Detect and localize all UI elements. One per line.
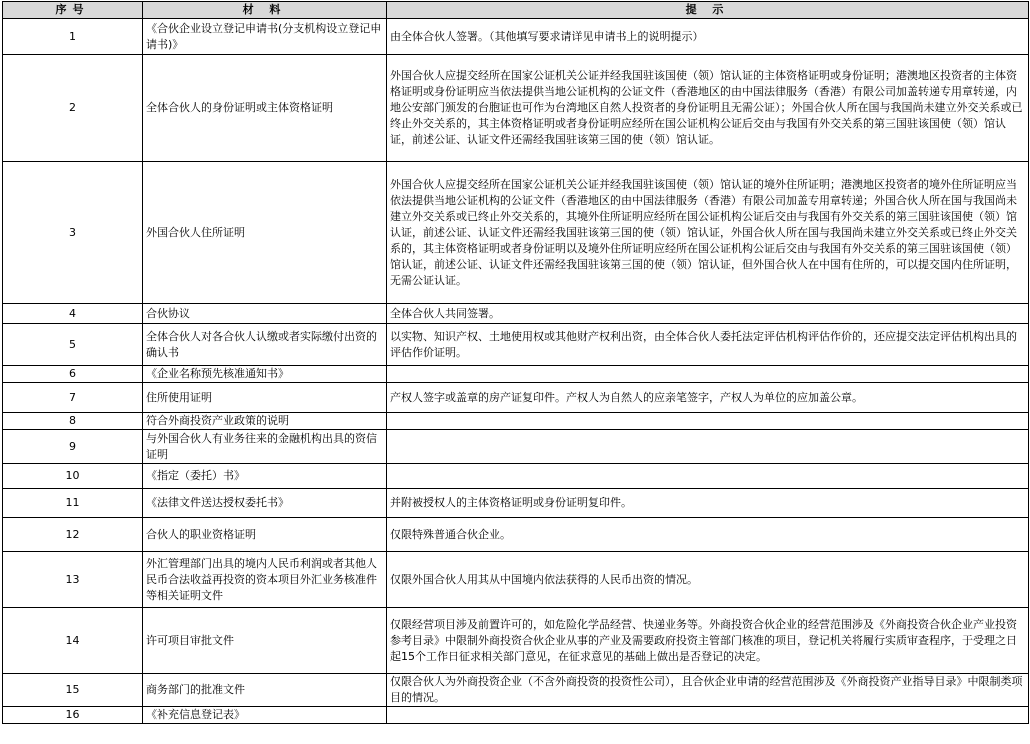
materials-table bbox=[2, 1, 1029, 724]
row-tip[interactable]: 全体合伙人共同签署。 bbox=[387, 304, 1029, 324]
table-row bbox=[3, 324, 1029, 366]
row-tip[interactable]: 仅限特殊普通合伙企业。 bbox=[387, 518, 1029, 552]
table-row bbox=[3, 383, 1029, 413]
row-material[interactable]: 《指定（委托）书》 bbox=[143, 464, 387, 489]
row-tip[interactable]: 产权人签字或盖章的房产证复印件。产权人为自然人的应亲笔签字，产权人为单位的应加盖公章。 bbox=[387, 383, 1029, 413]
row-num[interactable]: 2 bbox=[3, 55, 143, 162]
row-tip[interactable] bbox=[387, 707, 1029, 724]
table-row bbox=[3, 55, 1029, 162]
row-num[interactable]: 9 bbox=[3, 430, 143, 464]
row-material[interactable]: 《企业名称预先核准通知书》 bbox=[143, 366, 387, 383]
row-tip[interactable]: 外国合伙人应提交经所在国家公证机关公证并经我国驻该国使（领）馆认证的主体资格证明或身份证明；港澳地区投资者的主体资格证明或身份证明应当依法提供当地公证机构的公证文件（香港地区的由中国法律服务（香港）有限公司加盖转递专用章转递，内地公安部门颁发的台胞证也可作为台湾地区自然人投资者的身份证明且无需公证）；外国合伙人所在国与我国尚未建立外交关系或已终止外交关系的，其主体资格证明或者身份证明应经所在国公证机构公证后交由与我国有外交关系的第三国驻该国使（领）馆认证，前述公证、认证文件还需经我国驻该第三国的使（领）馆认证。 bbox=[387, 55, 1029, 162]
table-row bbox=[3, 19, 1029, 55]
row-num[interactable]: 4 bbox=[3, 304, 143, 324]
row-tip[interactable]: 仅限合伙人为外商投资企业（不含外商投资的投资性公司），且合伙企业申请的经营范围涉及《外商投资产业指导目录》中限制类项目的情况。 bbox=[387, 674, 1029, 707]
spreadsheet-sheet bbox=[0, 1, 1030, 744]
row-tip[interactable]: 由全体合伙人签署。（其他填写要求请详见申请书上的说明提示） bbox=[387, 19, 1029, 55]
row-material[interactable]: 与外国合伙人有业务往来的金融机构出具的资信证明 bbox=[143, 430, 387, 464]
row-tip[interactable] bbox=[387, 464, 1029, 489]
row-tip[interactable]: 仅限外国合伙人用其从中国境内依法获得的人民币出资的情况。 bbox=[387, 552, 1029, 608]
row-num[interactable]: 13 bbox=[3, 552, 143, 608]
header-num: 序号 bbox=[3, 2, 143, 19]
row-material[interactable]: 外汇管理部门出具的境内人民币利润或者其他人民币合法收益再投资的资本项目外汇业务核准件等相关证明文件 bbox=[143, 552, 387, 608]
row-num[interactable]: 15 bbox=[3, 674, 143, 707]
row-material[interactable]: 全体合伙人对各合伙人认缴或者实际缴付出资的确认书 bbox=[143, 324, 387, 366]
table-row bbox=[3, 489, 1029, 518]
row-num[interactable]: 7 bbox=[3, 383, 143, 413]
table-row bbox=[3, 674, 1029, 707]
row-tip[interactable]: 仅限经营项目涉及前置许可的，如危险化学品经营、快递业务等。外商投资合伙企业的经营范围涉及《外商投资合伙企业产业投资参考目录》中限制外商投资合伙企业从事的产业及需要政府投资主管部门核准的项目，登记机关将履行实质审查程序，于受理之日起15个工作日征求相关部门意见，在征求意见的基础上做出是否登记的决定。 bbox=[387, 608, 1029, 674]
row-material[interactable]: 外国合伙人住所证明 bbox=[143, 162, 387, 304]
row-num[interactable]: 5 bbox=[3, 324, 143, 366]
row-num[interactable]: 10 bbox=[3, 464, 143, 489]
row-material[interactable]: 住所使用证明 bbox=[143, 383, 387, 413]
row-material[interactable]: 全体合伙人的身份证明或主体资格证明 bbox=[143, 55, 387, 162]
row-tip[interactable]: 外国合伙人应提交经所在国家公证机关公证并经我国驻该国使（领）馆认证的境外住所证明；港澳地区投资者的境外住所证明应当依法提供当地公证机构的公证文件（香港地区的由中国法律服务（香港）有限公司加盖专用章转递；外国合伙人所在国与我国尚未建立外交关系或已终止外交关系的，其境外住所证明应经所在国公证机构公证后交由与我国有外交关系的第三国驻该国使（领）馆认证，前述公证、认证文件还需经我国驻该第三国的使（领）馆认证，外国合伙人所在国与我国尚未建立外交关系或已终止外交关系的，其主体资格证明或者身份证明以及境外住所证明应经所在国公证机构公证后交由与我国有外交关系的第三国驻该国使（领）馆认证，前述公证、认证文件还需经我国驻该第三国的使（领）馆认证，但外国合伙人在中国有住所的，可以提交国内住所证明，无需公证认证。 bbox=[387, 162, 1029, 304]
row-num[interactable]: 12 bbox=[3, 518, 143, 552]
table-row bbox=[3, 304, 1029, 324]
table-row bbox=[3, 552, 1029, 608]
row-material[interactable]: 许可项目审批文件 bbox=[143, 608, 387, 674]
row-num[interactable]: 3 bbox=[3, 162, 143, 304]
row-tip[interactable]: 以实物、知识产权、土地使用权或其他财产权利出资，由全体合伙人委托法定评估机构评估作价的，还应提交法定评估机构出具的评估作价证明。 bbox=[387, 324, 1029, 366]
row-tip[interactable] bbox=[387, 430, 1029, 464]
row-tip[interactable] bbox=[387, 413, 1029, 430]
table-row bbox=[3, 430, 1029, 464]
row-tip[interactable] bbox=[387, 366, 1029, 383]
table-row bbox=[3, 518, 1029, 552]
table-row bbox=[3, 413, 1029, 430]
row-num[interactable]: 6 bbox=[3, 366, 143, 383]
row-num[interactable]: 11 bbox=[3, 489, 143, 518]
row-num[interactable]: 1 bbox=[3, 19, 143, 55]
table-row bbox=[3, 464, 1029, 489]
row-tip[interactable]: 并附被授权人的主体资格证明或身份证明复印件。 bbox=[387, 489, 1029, 518]
row-num[interactable]: 14 bbox=[3, 608, 143, 674]
row-material[interactable]: 《法律文件送达授权委托书》 bbox=[143, 489, 387, 518]
row-num[interactable]: 16 bbox=[3, 707, 143, 724]
row-material[interactable]: 合伙协议 bbox=[143, 304, 387, 324]
row-material[interactable]: 符合外商投资产业政策的说明 bbox=[143, 413, 387, 430]
table-header-row bbox=[3, 2, 1029, 19]
table-row bbox=[3, 707, 1029, 724]
row-material[interactable]: 《补充信息登记表》 bbox=[143, 707, 387, 724]
row-num[interactable]: 8 bbox=[3, 413, 143, 430]
table-row bbox=[3, 608, 1029, 674]
table-row bbox=[3, 366, 1029, 383]
header-material: 材 料 bbox=[143, 2, 387, 19]
row-material[interactable]: 合伙人的职业资格证明 bbox=[143, 518, 387, 552]
row-material[interactable]: 商务部门的批准文件 bbox=[143, 674, 387, 707]
header-tip: 提 示 bbox=[387, 2, 1029, 19]
table-row bbox=[3, 162, 1029, 304]
row-material[interactable]: 《合伙企业设立登记申请书(分支机构设立登记申请书)》 bbox=[143, 19, 387, 55]
